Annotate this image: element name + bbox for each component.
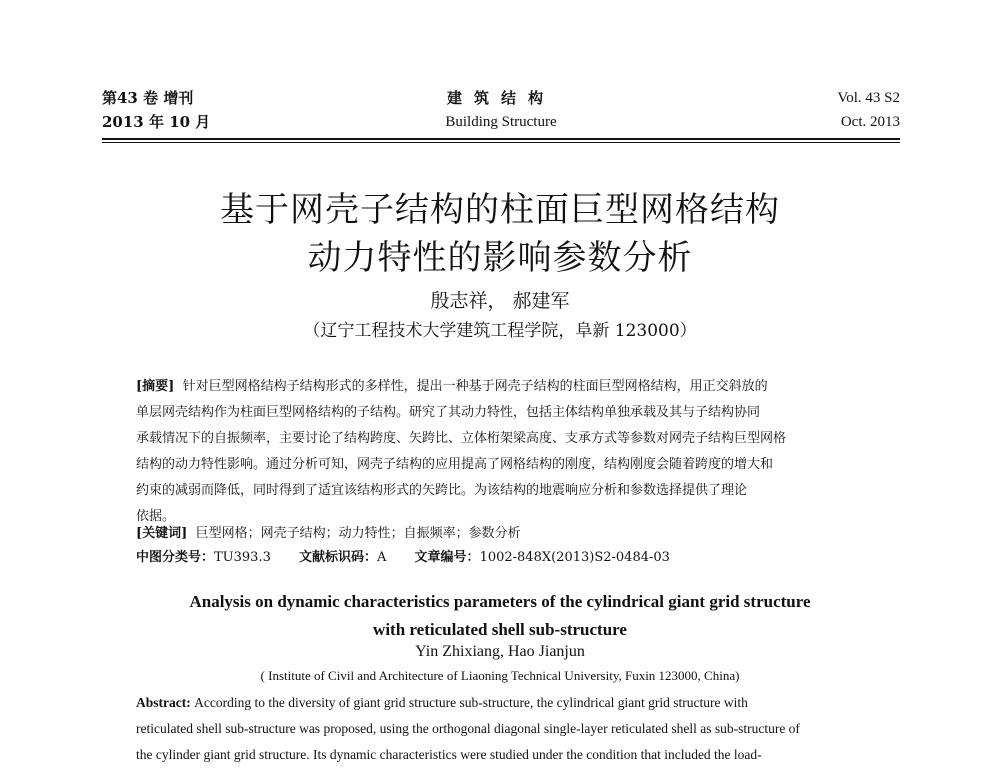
english-affiliation: ( Institute of Civil and Architecture of Liaoning Technical University, Fuxin 123000, China) bbox=[260, 668, 740, 683]
abstract-cn-line: 单层网壳结构作为柱面巨型网格结构的子结构。研究了其动力特性，包括主体结构单独承载及其与子结构协同 bbox=[136, 405, 761, 420]
abstract-cn-label: [摘要] bbox=[136, 379, 175, 394]
abstract-cn-line: 结构的动力特性影响。通过分析可知，网壳子结构的应用提高了网格结构的刚度，结构刚度会随着跨度的增大和 bbox=[136, 457, 774, 472]
title-line-1: 基于网壳子结构的柱面巨型网格结构 bbox=[220, 190, 780, 230]
english-abstract-line bbox=[136, 690, 868, 716]
journal-name-cn: 建筑结构 bbox=[446, 89, 555, 107]
abstract-cn-line: 依据。 bbox=[136, 509, 176, 524]
journal-name bbox=[102, 86, 900, 134]
english-title-line-2: with reticulated shell sub-structure bbox=[373, 620, 627, 639]
volume-issue: 第43 卷 增刊 bbox=[102, 89, 194, 107]
keywords bbox=[136, 522, 521, 546]
affiliation: （辽宁工程技术大学建筑工程学院，阜新 123000） bbox=[303, 321, 697, 341]
clc-value: TU393.3 bbox=[214, 550, 271, 565]
doc-code-label: 文献标识码： bbox=[299, 550, 378, 565]
issue-info-en bbox=[837, 86, 900, 134]
article-number-value: 1002-848X(2013)S2-0484-03 bbox=[479, 550, 670, 565]
english-title bbox=[0, 588, 1000, 644]
keywords-text: 巨型网格；网壳子结构；动力特性；自振频率；参数分析 bbox=[195, 526, 521, 541]
english-abstract bbox=[136, 690, 868, 768]
english-title-line-1: Analysis on dynamic characteristics parameters of the cylindrical giant grid structure bbox=[189, 592, 811, 611]
keywords-label: [关键词] bbox=[136, 526, 188, 541]
english-authors: Yin Zhixiang, Hao Jianjun bbox=[415, 643, 585, 660]
issue-date: 2013 年 10 月 bbox=[102, 113, 211, 131]
abstract-cn-line: 约束的减弱而降低，同时得到了适宜该结构形式的矢跨比。为该结构的地震响应分析和参数选择提供了理论 bbox=[136, 483, 748, 498]
abstract-cn-line: 承载情况下的自振频率，主要讨论了结构跨度、矢跨比、立体桁架梁高度、支承方式等参数对网壳子结构巨型网格 bbox=[136, 431, 787, 446]
english-abstract-line: reticulated shell sub-structure was proposed, using the orthogonal diagonal single-layer reticulated shell as sub-structure of bbox=[136, 721, 800, 736]
classification bbox=[136, 546, 694, 570]
doc-code-value: A bbox=[377, 550, 387, 565]
authors: 殷志祥， 郝建军 bbox=[430, 290, 570, 312]
journal-name-en: Building Structure bbox=[445, 114, 557, 130]
abstract-cn bbox=[136, 374, 868, 530]
header-rule-thin bbox=[102, 142, 900, 143]
english-abstract-label: Abstract: bbox=[136, 695, 191, 710]
header-rule-thick bbox=[102, 138, 900, 140]
abstract-cn-text: 针对巨型网格结构子结构形式的多样性，提出一种基于网壳子结构的柱面巨型网格结构，用正交斜放的 bbox=[182, 379, 768, 394]
issue-date-en: Oct. 2013 bbox=[840, 114, 900, 130]
journal-header bbox=[102, 86, 900, 136]
title-line-2: 动力特性的影响参数分析 bbox=[307, 238, 693, 278]
article-number-label: 文章编号： bbox=[414, 550, 480, 565]
paper-title bbox=[0, 186, 1000, 282]
abstract-cn-line bbox=[136, 374, 868, 400]
clc-label: 中图分类号： bbox=[136, 550, 215, 565]
english-abstract-text: According to the diversity of giant grid structure sub-structure, the cylindrical giant grid structure with bbox=[194, 695, 748, 710]
volume-issue-en: Vol. 43 S2 bbox=[837, 90, 900, 106]
english-abstract-line: the cylinder giant grid structure. Its dynamic characteristics were studied under the condition that included the load- bbox=[136, 747, 762, 762]
